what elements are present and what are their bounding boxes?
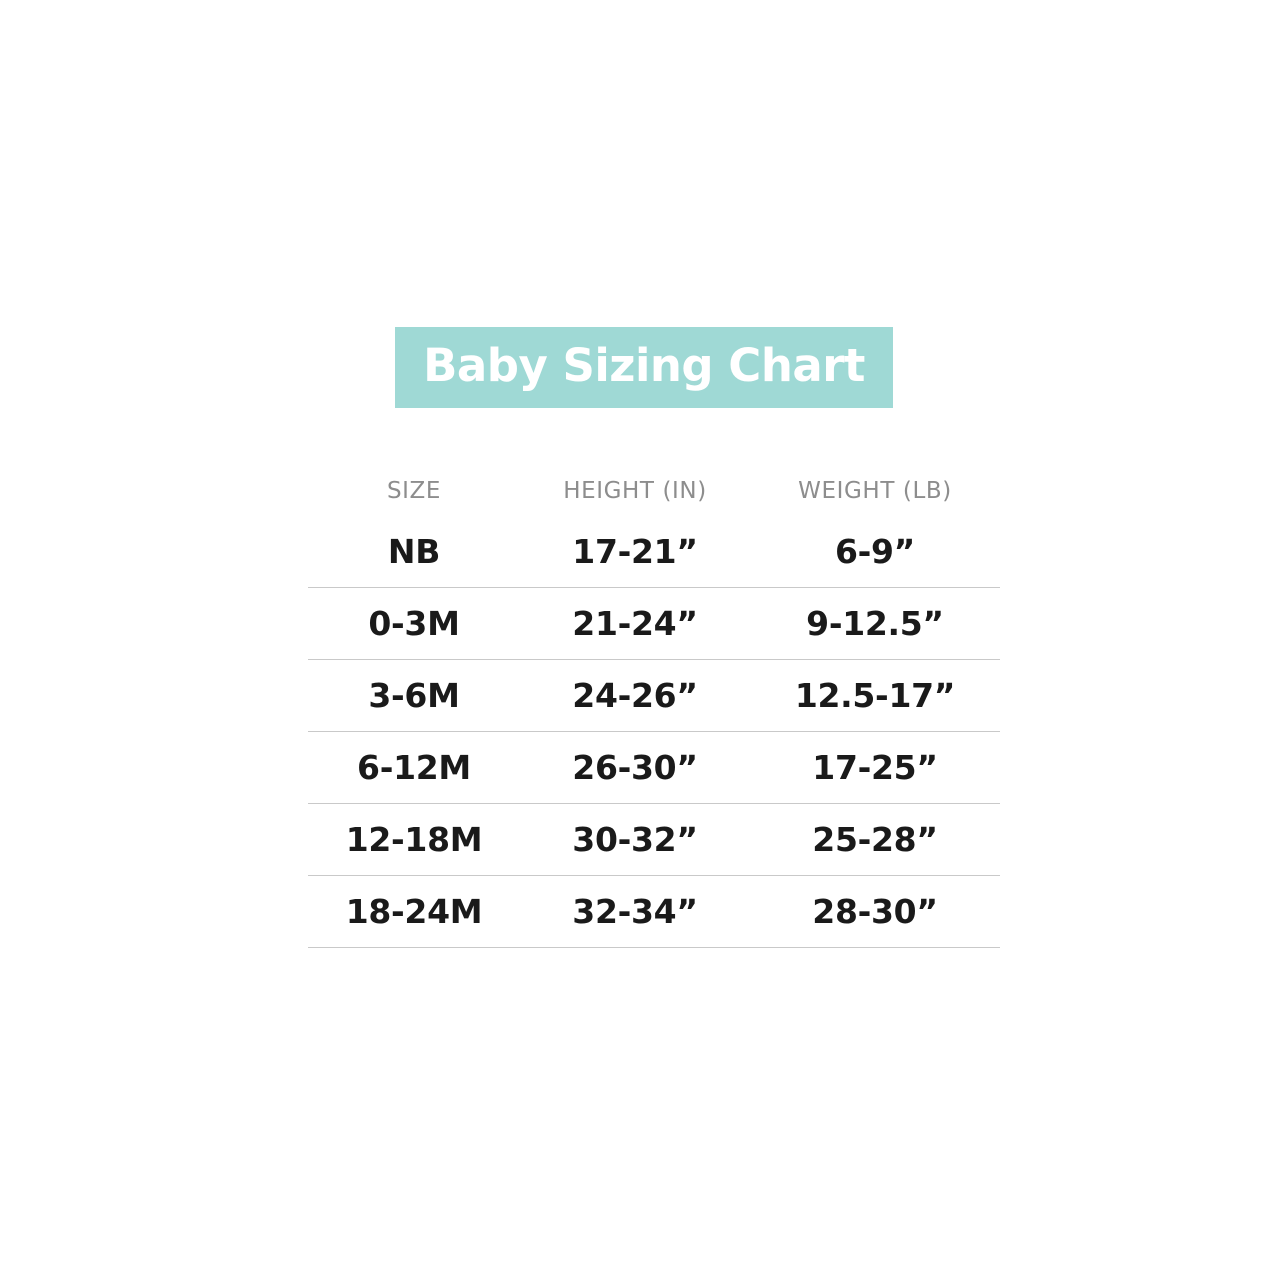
table-row [308, 876, 1000, 948]
page-title: Baby Sizing Chart [395, 327, 893, 408]
column-header-height: HEIGHT (IN) [563, 478, 707, 504]
cell-size: 18-24M [345, 892, 483, 931]
table-header-row [308, 478, 1000, 516]
cell-weight: 28-30” [812, 892, 938, 931]
table-row [308, 804, 1000, 876]
cell-weight: 12.5-17” [794, 676, 956, 715]
cell-size: 12-18M [345, 820, 483, 859]
cell-height: 17-21” [572, 532, 698, 571]
cell-weight: 25-28” [812, 820, 938, 859]
cell-weight: 9-12.5” [806, 604, 944, 643]
table-row [308, 588, 1000, 660]
cell-height: 32-34” [572, 892, 698, 931]
cell-size: NB [387, 532, 441, 571]
table-body [308, 516, 1000, 948]
column-header-size: SIZE [386, 478, 442, 504]
cell-size: 0-3M [368, 604, 460, 643]
cell-weight: 6-9” [834, 532, 916, 571]
table-header [308, 478, 1000, 516]
table-row [308, 732, 1000, 804]
cell-weight: 17-25” [812, 748, 938, 787]
cell-height: 24-26” [572, 676, 698, 715]
cell-size: 6-12M [357, 748, 471, 787]
column-header-weight: WEIGHT (LB) [798, 478, 952, 504]
sizing-table [308, 478, 1000, 948]
title-container [0, 327, 1288, 408]
table-row [308, 516, 1000, 588]
cell-size: 3-6M [368, 676, 460, 715]
cell-height: 21-24” [572, 604, 698, 643]
table-row [308, 660, 1000, 732]
cell-height: 30-32” [572, 820, 698, 859]
cell-height: 26-30” [572, 748, 698, 787]
sizing-table-container [308, 478, 1000, 948]
